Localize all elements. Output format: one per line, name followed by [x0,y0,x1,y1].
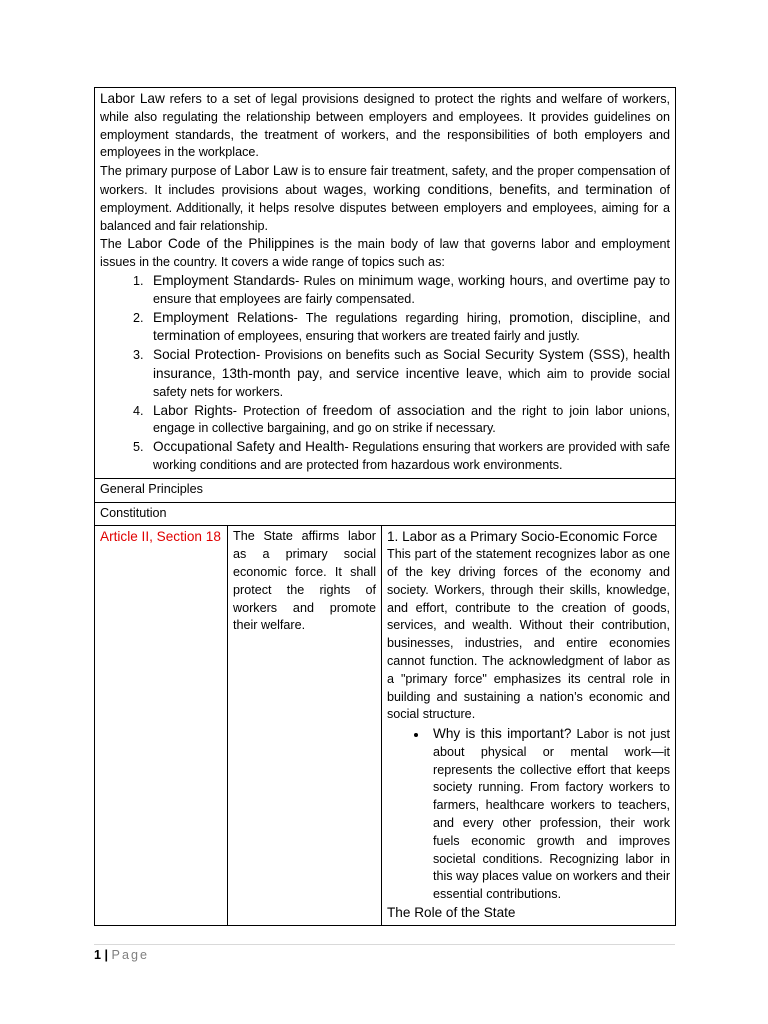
intro-row [95,88,676,479]
topic-text: , [450,273,459,288]
term-labor-law: Labor Law [100,91,165,106]
intro-p2-f: of employment. Additionally, it helps resolve disputes between employers and employees, aiming for a balanced and fair relationship. [100,182,671,233]
topic-term: Social Protection [153,347,256,363]
topic-keyword: minimum wage [358,272,451,288]
general-principles-heading: General Principles [95,478,676,502]
topic-term: Employment Relations [153,309,294,325]
topic-keyword: discipline [581,309,638,325]
content-table [94,87,676,926]
topic-text: and the right to join labor unions, engage in collective bargaining, and go on strike if necessary. [153,403,671,436]
intro-p2-d: , [488,182,500,197]
topic-text: of employees, ensuring that workers are treated fairly and justly. [220,329,580,344]
article-text-cell [228,526,382,926]
topic-keyword: Social Security System (SSS) [443,347,626,363]
topic-text: , [625,348,633,363]
topic-text: , which aim to provide social safety nets for workers. [153,366,671,399]
intro-p2-b: is to ensure fair treatment, safety, and the proper compensation of workers. It includes provisions about [100,164,671,197]
topic-keyword: freedom of association [322,402,465,418]
general-principles-row [95,478,676,502]
term-termination: termination [585,181,653,197]
intro-paragraph-2 [100,162,670,235]
why-text: Labor is not just about physical or mental work—it represents the collective effort that keeps society running. From factory workers to farmers, healthcare workers to teachers, and every other profession, their work fuels economic growth and improves societal conditions. Recognizing labor in this way places value on workers and their essential contributions. [433,727,671,902]
page-label: Page [111,948,149,962]
topic-social-protection [147,346,670,401]
footer-separator: | [101,948,112,962]
term-labor-code: Labor Code of the Philippines [127,236,315,252]
article-discussion-cell [382,526,676,926]
topic-occupational-safety [147,438,670,475]
page-footer [94,948,149,962]
why-list [387,725,670,904]
topic-keyword: overtime pay [576,272,656,288]
why-item [428,725,670,904]
intro-p2-e: , and [546,182,586,197]
intro-cell [95,88,676,479]
topic-text: , and [319,366,357,381]
topic-keyword: service incentive leave [356,365,499,381]
topic-text: - Protection of [232,403,323,418]
topic-text: , and [637,310,671,325]
article-text: The State affirms labor as a primary social economic force. It shall protect the rights of workers and promote their welfare. [233,529,376,633]
topic-labor-rights [147,402,670,439]
term-labor-law-2: Labor Law [234,163,298,179]
intro-p2-c: , [363,182,374,197]
topic-text: , [211,366,222,381]
intro-p3-b: is the main body of law that governs labor and employment issues in the country. It covers a wide range of topics such as: [100,237,671,270]
role-of-state-heading: The Role of the State [387,905,516,921]
topic-text: to ensure that employees are fairly compensated. [153,273,671,306]
topic-text: - The regulations regarding hiring, [293,310,510,325]
topic-keyword: 13th-month pay [221,365,320,381]
article-row [95,526,676,926]
topics-list [100,272,670,475]
page-number: 1 [94,948,102,962]
intro-paragraph-3 [100,235,670,272]
topic-keyword: working hours [458,272,544,288]
topic-text: - Provisions on benefits such as [255,348,444,363]
topic-employment-relations [147,309,670,347]
topic-text: , [569,310,582,325]
term-wages: wages [323,181,364,197]
topic-text: , and [543,273,577,288]
article-reference: Article II, Section 18 [100,529,221,545]
intro-paragraph-1 [100,90,670,162]
topic-term: Occupational Safety and Health [153,439,345,455]
footer-divider [94,944,675,945]
topic-term: Labor Rights [153,402,233,418]
article-ref-cell [95,526,228,926]
topic-employment-standards [147,272,670,309]
intro-p2-a: The primary purpose of [100,164,235,179]
topic-term: Employment Standards [153,272,296,288]
why-term: Why is this important? [433,726,572,742]
topic-text: - Rules on [295,273,359,288]
intro-p3-a: The [100,237,128,252]
topic-keyword: health insurance [153,347,671,381]
topic-keyword: promotion [509,309,570,325]
constitution-row [95,502,676,526]
intro-p1-text: refers to a set of legal provisions designed to protect the rights and welfare of workers, while also regulating the relationship between employers and employees. It provides guidelines on employment standards, the treatment of workers, and the responsibilities of both employers and employees in the workplace. [100,92,671,160]
term-working-conditions: working conditions [373,181,489,197]
constitution-heading: Constitution [95,502,676,526]
discussion-body: This part of the statement recognizes labor as one of the key driving forces of the economy and society. Workers, through their skills, knowledge, and effort, contribute to the creation of goods, services, and wealth. Without their contribution, businesses, industries, and entire economies cannot function. The acknowledgment of labor as a "primary force" emphasizes its central role in building and sustaining a nation’s economic and social structure. [387,547,671,722]
discussion-heading: 1. Labor as a Primary Socio-Economic Force [387,529,658,545]
term-benefits: benefits [499,181,547,197]
topic-keyword: termination [153,328,221,344]
topic-text: - Regulations ensuring that workers are provided with safe working conditions and are protected from hazardous work environments. [153,440,671,472]
